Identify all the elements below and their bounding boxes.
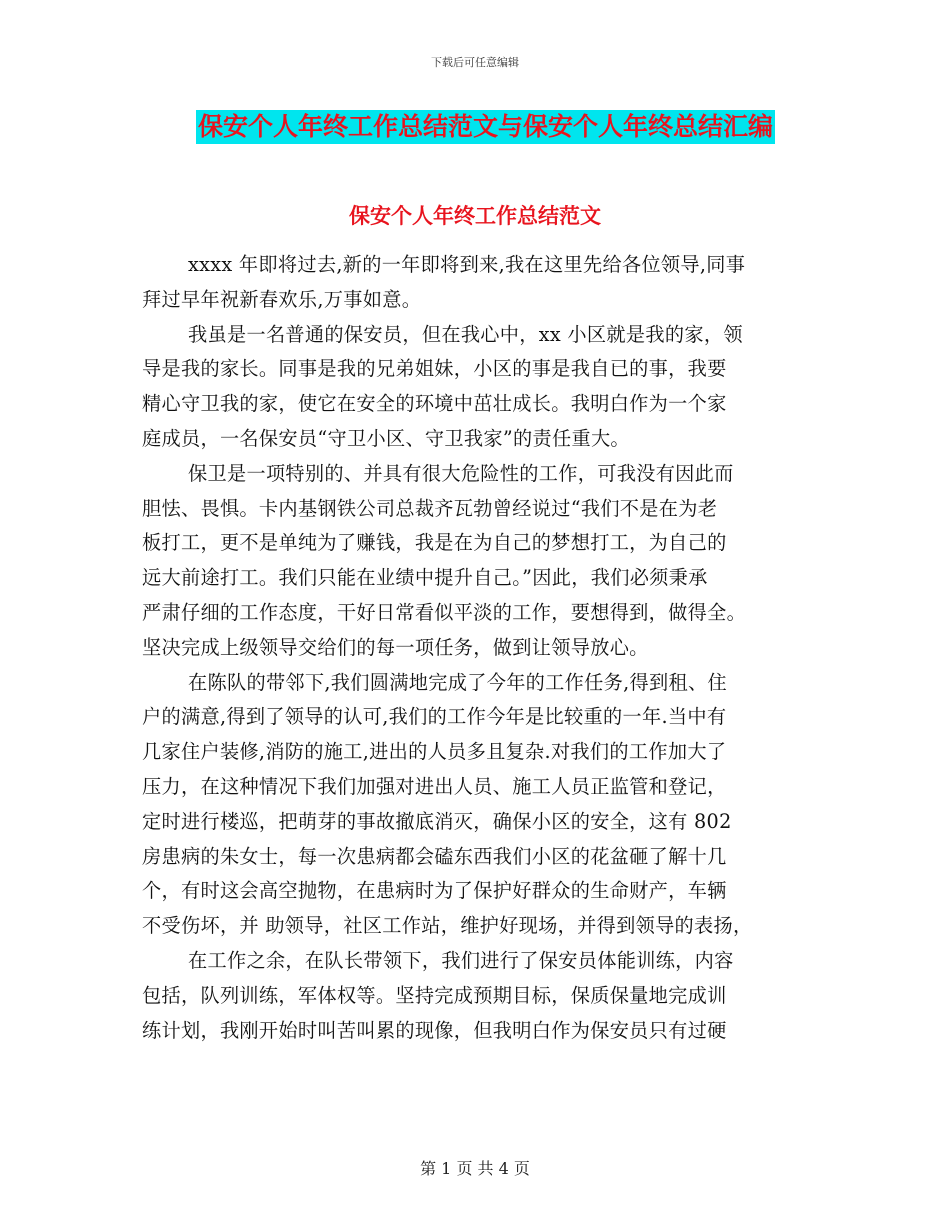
text-line: 庭成员，一名保安员“守卫小区、守卫我家”的责任重大。 [142, 426, 630, 450]
text-line: xxxx 年即将过去,新的一年即将到来,我在这里先给各位领导,同事 [188, 253, 746, 276]
text-line: 不受伤坏，并 助领导，社区工作站，维护好现场，并得到领导的表扬， [142, 914, 753, 938]
text-line: 在陈队的带邻下,我们圆满地完成了今年的工作任务,得到租、住 [188, 670, 727, 694]
page-footer [0, 1156, 950, 1179]
section-title: 保安个人年终工作总结范文 [349, 204, 601, 228]
document-main-title: 保安个人年终工作总结范文与保安个人年终总结汇编 [196, 110, 775, 144]
text-line: 胆怯、畏惧。卡内基钢铁公司总裁齐瓦勃曾经说过“我们不是在为老 [142, 496, 718, 520]
text-line: 压力，在这种情况下我们加强对进出人员、施工人员正监管和登记， [142, 774, 727, 798]
text-line: 精心守卫我的家，使它在安全的环境中茁壮成长。我明白作为一个家 [142, 392, 727, 416]
total-pages-number: 4 [498, 1159, 509, 1178]
text-line: 导是我的家长。同事是我的兄弟姐妹，小区的事是我自已的事，我要 [142, 357, 727, 381]
text-line: 远大前途打工。我们只能在业绩中提升自己。”因此，我们必须秉承 [142, 566, 708, 590]
text-line: 板打工，更不是单纯为了赚钱，我是在为自己的梦想打工，为自己的 [142, 531, 727, 555]
text-line: 保卫是一项特别的、并具有很大危险性的工作，可我没有因此而 [188, 461, 734, 485]
text-line: 包括，队列训练，军体权等。坚持完成预期目标，保质保量地完成训 [142, 983, 727, 1007]
text-line: 定时进行楼巡，把萌芽的事故撤底消灭，确保小区的安全，这有 802 [142, 809, 732, 833]
text-line: 房患病的朱女士，每一次患病都会磕东西我们小区的花盆砸了解十几 [142, 844, 727, 868]
text-line: 坚决完成上级领导交给们的每一项任务，做到让领导放心。 [142, 635, 649, 659]
text-line: 在工作之余，在队长带领下，我们进行了保安员体能训练，内容 [188, 948, 734, 972]
header-note: 下载后可任意编辑 [431, 56, 519, 69]
text-line: 户的满意,得到了领导的认可,我们的工作今年是比较重的一年.当中有 [142, 705, 727, 729]
footer-mid: 页 共 [456, 1159, 494, 1178]
text-line: 拜过早年祝新春欢乐,万事如意。 [142, 287, 422, 311]
text-line: 严肃仔细的工作态度，干好日常看似平淡的工作，要想得到，做得全。 [142, 600, 747, 624]
text-line: 我虽是一名普通的保安员，但在我心中，xx 小区就是我的家，领 [188, 322, 743, 346]
text-line: 个，有时这会高空抛物，在患病时为了保护好群众的生命财产，车辆 [142, 879, 727, 903]
text-line: 几家住户装修,消防的施工,进出的人员多且复杂.对我们的工作加大了 [142, 740, 727, 764]
text-line: 练计划，我刚开始时叫苦叫累的现像，但我明白作为保安员只有过硬 [142, 1018, 727, 1042]
document-body [142, 248, 812, 1048]
footer-prefix: 第 [420, 1159, 437, 1178]
current-page-number: 1 [441, 1159, 452, 1178]
footer-suffix: 页 [513, 1159, 530, 1178]
